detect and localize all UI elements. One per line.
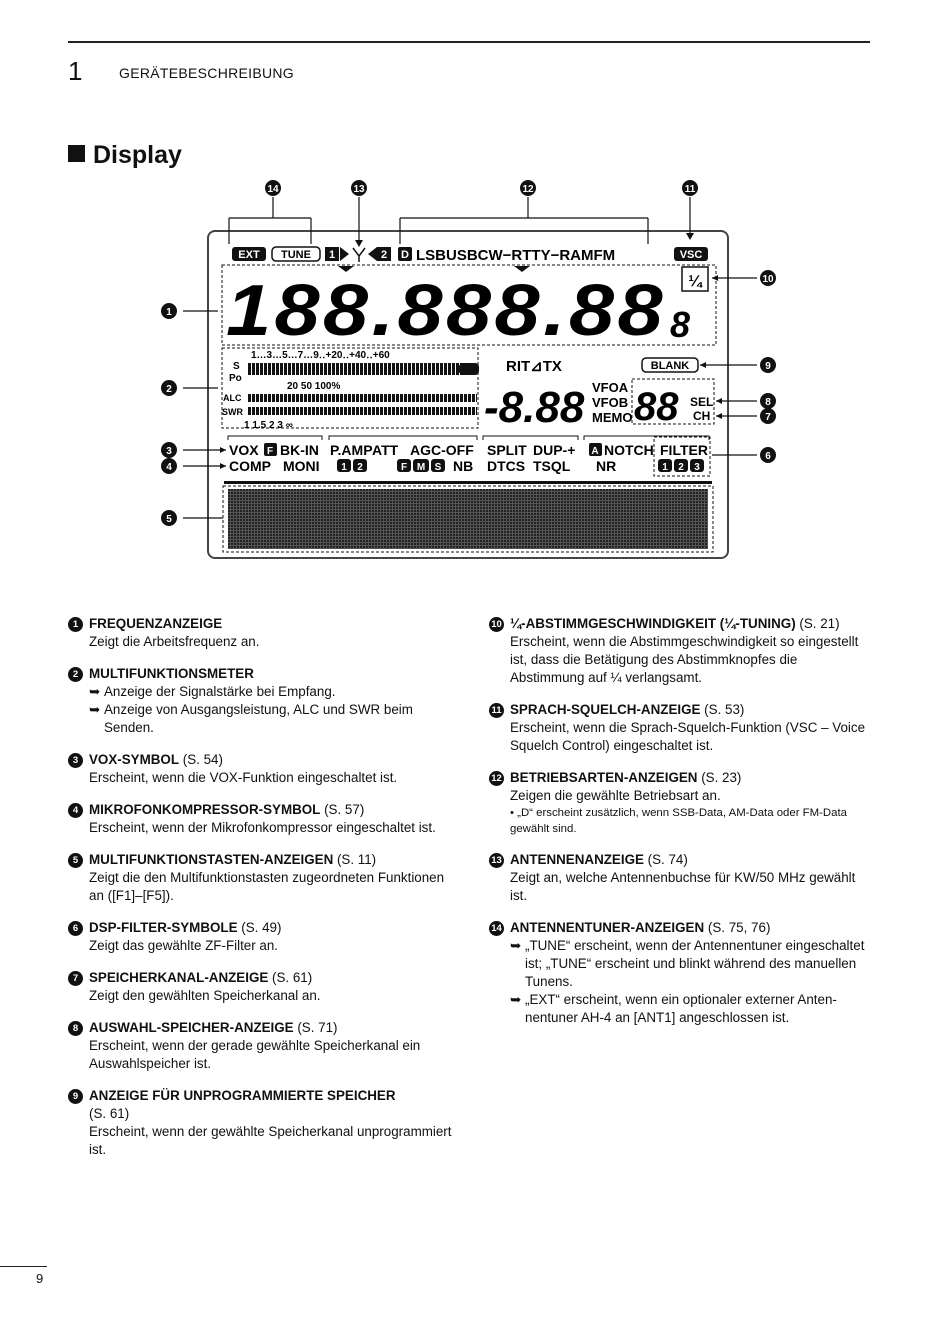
item-page-ref: (S. 57) [320,802,365,817]
blank-indicator: BLANK [650,360,690,372]
agc-m-badge: M [416,462,426,473]
rit-tx-indicator: RIT⊿TX [506,358,562,375]
function-key-dotmatrix [228,489,708,549]
item-title: SPEICHERKANAL-ANZEIGE [89,970,269,985]
item-number-badge: 1 [68,617,83,632]
item-page-ref: (S. 49) [237,920,282,935]
moni-indicator: MONI [283,458,320,474]
f-badge: F [266,446,274,457]
bullet-arrow-icon: ➥ [89,702,101,717]
item-page-ref: (S. 61) [268,970,313,985]
bullet-text: „EXT“ erscheint, wenn ein optionaler externer Antennentuner AH-4 an [ANT1] angeschlossen ist. [525,992,837,1025]
item-text: Zeigt das gewählte ZF-Filter an. [89,938,279,953]
description-item [68,751,452,787]
item-text: Zeigt die den Multifunktionstasten zugeordneten Funktionen an ([F1]–[F5]). [89,870,445,903]
item-title: ¼-ABSTIMMGESCHWINDIGKEIT (¼-TUNING) [510,616,796,631]
item-text: Zeigen die gewählte Betriebsart an. [510,788,721,803]
nr-indicator: NR [596,458,617,474]
item-text: Erscheint, wenn die Abstimmgeschwindigkeit so eingestellt ist, dass die Betätigung des Abstimmknopfes die Abstimmung auf ¼ verlangsamt. [510,634,859,685]
description-item [68,615,452,651]
item-heading [89,615,452,633]
agc-s-badge: S [434,462,442,473]
item-text: Erscheint, wenn die VOX-Funktion eingeschaltet ist. [89,770,398,785]
item-title: MIKROFONKOMPRESSOR-SYMBOL [89,802,321,817]
description-item [68,1087,452,1159]
nb-indicator: NB [453,458,474,474]
description-item [68,1019,452,1073]
callout-3: 3 [166,446,172,457]
rit-digits: -8.88 [484,383,585,432]
item-number-badge: 11 [489,703,504,718]
item-number-badge: 9 [68,1089,83,1104]
page-number: 9 [36,1271,44,1286]
ant1-indicator: 1 [328,249,336,261]
item-number-badge: 8 [68,1021,83,1036]
description-column-right [489,615,871,1041]
section-title-text: Display [93,141,182,169]
notch-indicator: NOTCH [604,442,654,458]
description-item [489,701,871,755]
callout-5: 5 [166,514,172,525]
tsql-indicator: TSQL [533,458,571,474]
item-heading [89,751,452,769]
item-title: MULTIFUNKTIONSTASTEN-ANZEIGEN [89,852,334,867]
data-mode-indicator: D [401,249,409,261]
item-title: VOX-SYMBOL [89,752,180,767]
lcd-diagram [0,0,950,600]
item-number-badge: 10 [489,617,504,632]
item-note: • „D“ erscheint zusätzlich, wenn SSB-Data, AM-Data oder FM-Data gewählt sind. [510,807,847,835]
item-heading [89,851,452,869]
item-title: DSP-FILTER-SYMBOLE [89,920,238,935]
description-column-left [68,615,452,1173]
pamp-indicator: P.AMP [330,442,373,458]
comp-indicator: COMP [229,458,271,474]
item-heading [510,919,871,937]
chapter-number: 1 [68,56,83,86]
callout-4: 4 [166,462,172,473]
frequency-digits: 188.888.88 [226,271,666,351]
filter2-badge: 2 [678,462,684,473]
item-text: Zeigt an, welche Antennenbuchse für KW/50 MHz gewählt ist. [510,870,856,903]
agc-f-badge: F [400,462,408,473]
dtcs-indicator: DTCS [487,458,526,474]
item-page-ref: (S. 71) [293,1020,338,1035]
item-heading [510,615,871,633]
bullet-arrow-icon: ➥ [510,992,522,1007]
item-heading [89,1087,452,1105]
item-number-badge: 14 [489,921,504,936]
description-item [68,801,452,837]
mode-indicators: LSBUSBCW−RTTY−RAMFM [416,247,616,264]
antenna-icon [353,248,365,262]
pamp1-badge: 1 [341,462,347,473]
item-page-ref: (S. 53) [700,702,745,717]
memory-channel-digits: 88 [634,385,679,429]
item-heading [89,969,452,987]
callout-13: 13 [353,184,365,195]
filter1-badge: 1 [662,462,668,473]
item-text: Erscheint, wenn der gerade gewählte Speicherkanal ein Auswahlspeicher ist. [89,1038,421,1071]
item-bullet [89,701,452,737]
filter3-badge: 3 [694,462,700,473]
description-item [489,919,871,1027]
item-number-badge: 3 [68,753,83,768]
item-text: Zeigt die Arbeitsfrequenz an. [89,634,260,649]
dup-indicator: DUP-+ [533,442,576,458]
vox-indicator: VOX [229,442,259,458]
vfob-indicator: VFOB [592,395,629,410]
callout-8: 8 [765,397,771,408]
bullet-text: „TUNE“ erscheint, wenn der Antennentuner eingeschaltet ist; „TUNE“ erscheint und blinkt während des manuellen Tunens. [525,938,865,989]
ext-indicator: EXT [238,249,260,261]
item-text: Erscheint, wenn der Mikrofonkompressor eingeschaltet ist. [89,820,436,835]
tune-indicator: TUNE [281,249,311,261]
item-bullet [89,683,452,701]
callout-12: 12 [522,184,534,195]
filter-indicator: FILTER [660,442,708,458]
item-page-ref: (S. 75, 76) [704,920,771,935]
bullet-text: Anzeige von Ausgangsleistung, ALC und SWR beim Senden. [104,702,413,735]
frequency-sub-digit: 8 [670,304,691,345]
item-text: Zeigt den gewählten Speicherkanal an. [89,988,321,1003]
po-label: Po [229,373,242,384]
item-page-ref: (S. 11) [333,852,377,867]
pamp2-badge: 2 [357,462,363,473]
item-title: MULTIFUNKTIONSMETER [89,666,254,681]
alc-label: ALC [223,393,242,403]
ant2-indicator: 2 [380,249,388,261]
po-scale: 20 50 100% [287,381,341,392]
item-heading [510,769,871,787]
bkin-indicator: BK-IN [280,442,319,458]
item-title: BETRIEBSARTEN-ANZEIGEN [510,770,698,785]
item-number-badge: 7 [68,971,83,986]
s-meter-scale: 1…3…5…7…9‥+20‥+40‥+60 [251,350,390,361]
item-title: SPRACH-SQUELCH-ANZEIGE [510,702,701,717]
description-item [489,769,871,837]
item-page-ref: (S. 23) [697,770,742,785]
description-item [489,615,871,687]
quarter-tuning-indicator: ¼ [688,273,702,290]
bullet-arrow-icon: ➥ [510,938,522,953]
callout-10: 10 [762,274,774,285]
item-heading [89,1019,452,1037]
agc-off-indicator: AGC-OFF [410,442,474,458]
callout-7: 7 [765,412,771,423]
callout-11: 11 [684,184,696,195]
item-bullet [510,991,871,1027]
item-page-ref: (S. 54) [179,752,223,767]
callout-1: 1 [166,307,172,318]
item-number-badge: 6 [68,921,83,936]
item-number-badge: 12 [489,771,504,786]
item-title: ANTENNENTUNER-ANZEIGEN [510,920,705,935]
item-page-ref: (S. 74) [643,852,688,867]
item-heading [89,919,452,937]
s-label: S [233,361,240,372]
chapter-title: GERÄTEBESCHREIBUNG [119,65,294,81]
item-heading [89,665,452,683]
callout-6: 6 [765,451,771,462]
callout-2: 2 [166,384,172,395]
description-item [68,851,452,905]
ch-indicator: CH [693,409,711,423]
bullet-arrow-icon: ➥ [89,684,101,699]
callout-9: 9 [765,361,771,372]
item-number-badge: 13 [489,853,504,868]
item-title: AUSWAHL-SPEICHER-ANZEIGE [89,1020,294,1035]
swr-label: SWR [222,407,243,417]
a-badge: A [591,446,599,457]
item-page-ref: (S. 21) [795,616,840,631]
item-text: Erscheint, wenn der gewählte Speicherkanal unprogrammiert ist. [89,1124,452,1157]
item-number-badge: 4 [68,803,83,818]
item-title: ANZEIGE FÜR UNPROGRAMMIERTE SPEICHER [89,1088,396,1103]
description-item [68,665,452,737]
memo-indicator: MEMO [592,410,633,425]
description-item [489,851,871,905]
footer-rule [0,1266,47,1267]
sel-indicator: SEL [690,395,714,409]
item-heading [89,801,452,819]
item-heading [510,851,871,869]
item-heading [510,701,871,719]
item-text: Erscheint, wenn die Sprach-Squelch-Funktion (VSC – Voice Squelch Control) eingeschaltet ist. [510,720,866,753]
description-item [68,969,452,1005]
item-title: FREQUENZANZEIGE [89,616,223,631]
swr-scale: 1 1.5 2 3 ∞ [244,420,293,431]
description-item [68,919,452,955]
item-title: ANTENNENANZEIGE [510,852,644,867]
callout-14: 14 [267,184,279,195]
item-text: (S. 61) [89,1106,130,1121]
split-indicator: SPLIT [487,442,527,458]
item-number-badge: 5 [68,853,83,868]
item-bullet [510,937,871,991]
vsc-indicator: VSC [679,249,703,261]
vfoa-indicator: VFOA [592,380,629,395]
item-number-badge: 2 [68,667,83,682]
att-indicator: ATT [372,442,399,458]
bullet-text: Anzeige der Signalstärke bei Empfang. [104,684,336,699]
